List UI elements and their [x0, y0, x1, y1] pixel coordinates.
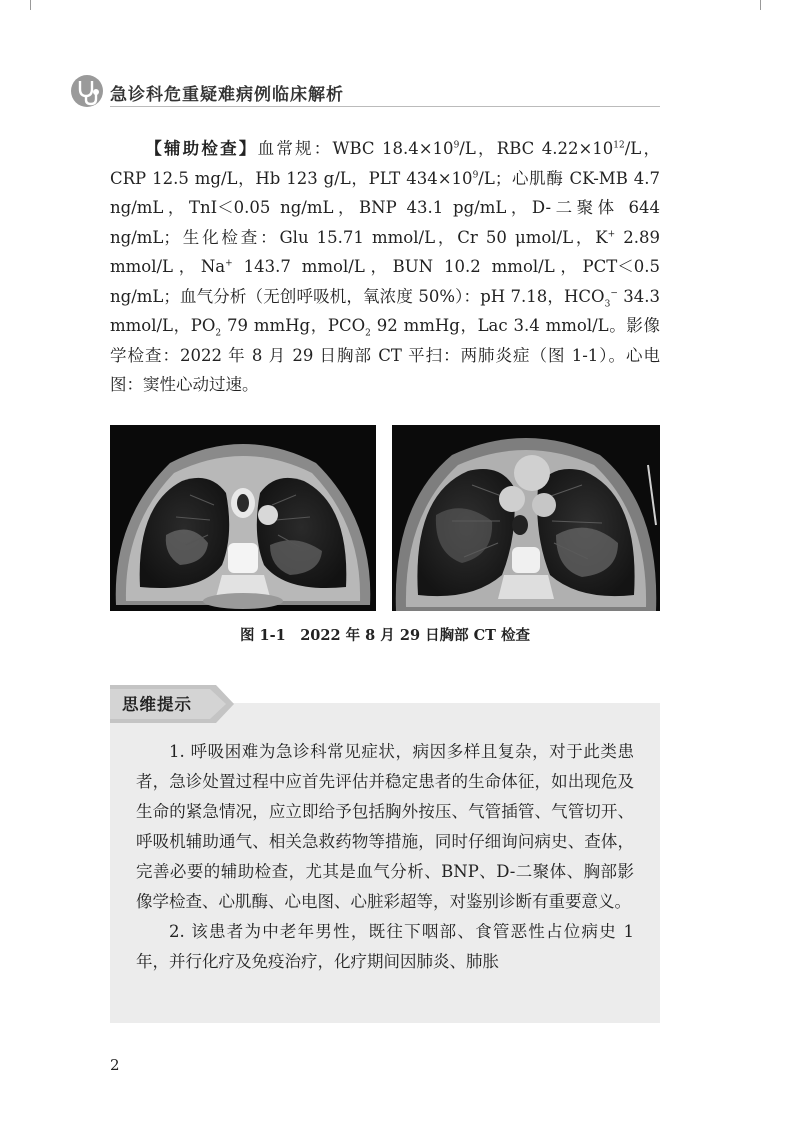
tips-paragraph-2: 2. 该患者为中老年男性，既往下咽部、食管恶性占位病史 1 年，并行化疗及免疫治疗，化疗期间因肺炎、肺胀 [136, 922, 634, 971]
exam-text: 血常规：WBC 18.4×10 [257, 139, 454, 158]
exam-paragraph [110, 134, 660, 400]
tips-title: 思维提示 [122, 695, 192, 714]
exam-text: 79 mmHg，PCO [221, 316, 366, 335]
superscript: 9 [472, 170, 479, 180]
exam-text: 2.89 mmol/L，Na [110, 227, 660, 276]
header-title: 急诊科危重疑难病例临床解析 [110, 85, 344, 105]
ct-image-left [110, 425, 376, 611]
subscript: 2 [215, 328, 222, 339]
exam-text: 143.7 mmol/L，BUN 10.2 mmol/L，PCT＜0.5 ng/mL；血气分析（无创呼吸机，氧浓度 50%）：pH 7.18，HCO [110, 257, 660, 306]
figure-caption: 图 1-1 2022 年 8 月 29 日胸部 CT 检查 [239, 627, 531, 644]
header-rule [110, 106, 660, 107]
crop-mark-left [30, 0, 31, 10]
exam-text: /L，RBC 4.22×10 [459, 139, 614, 158]
exam-text: /L，CRP 12.5 mg/L，Hb 123 g/L，PLT 434×10 [110, 139, 660, 188]
tips-paragraph-1: 1. 呼吸困难为急诊科常见症状，病因多样且复杂，对于此类患者，急诊处置过程中应首先评估并稳定患者的生命体征，如出现危及生命的紧急情况，应立即给予包括胸外按压、气管插管、气管切开、呼吸机辅助通气、相关急救药物等措施，同时仔细询问病史、查体，完善必要的辅助检查，尤其是血气分析、BNP、D-二聚体、胸部影像学检查、心肌酶、心电图、心脏彩超等，对鉴别诊断有重要意义。 [136, 742, 634, 911]
subscript: 3 [604, 298, 611, 309]
tips-text [136, 737, 634, 977]
superscript: 12 [613, 140, 625, 151]
ct-image-right [392, 425, 660, 611]
superscript: − [610, 288, 618, 298]
crop-mark-right [760, 0, 761, 10]
exam-text: /L；心肌酶 CK-MB 4.7 ng/mL，TnI＜0.05 ng/mL，BNP 43.1 pg/mL，D-二聚体 644 ng/mL；生化检查：Glu 15.71 mmol/L，Cr 50 μmol/L，K [110, 168, 660, 247]
exam-text: 34.3 mmol/L，PO [110, 286, 660, 335]
running-header [70, 70, 660, 110]
exam-text: 92 mmHg，Lac 3.4 mmol/L。影像学检查：2022 年 8 月 29 日胸部 CT 平扫：两肺炎症（图 1-1）。心电图：窦性心动过速。 [110, 316, 660, 394]
superscript: + [607, 229, 616, 239]
exam-label: 【辅助检查】 [143, 139, 258, 158]
superscript: + [225, 258, 233, 269]
page-number: 2 [110, 1056, 120, 1074]
stethoscope-logo-icon [70, 74, 104, 108]
superscript: 9 [453, 140, 460, 151]
subscript: 2 [365, 328, 371, 339]
